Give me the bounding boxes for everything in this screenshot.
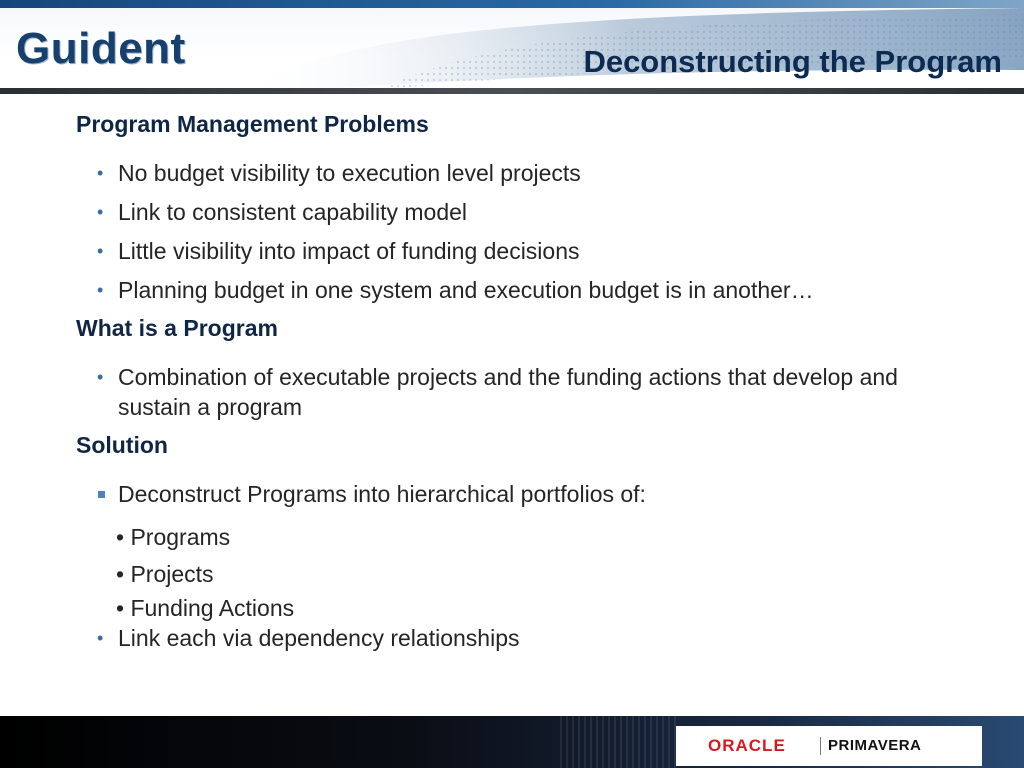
list-item-text: Link each via dependency relationships	[118, 625, 520, 651]
solution-list	[76, 479, 976, 509]
bullet-dot-icon: •	[97, 367, 104, 387]
footer-stripe-pattern	[560, 716, 680, 768]
list-item	[76, 275, 976, 305]
list-item-text: No budget visibility to execution level projects	[118, 160, 581, 186]
bullet-dot-icon: •	[97, 241, 104, 261]
separator-icon	[820, 737, 821, 755]
bullet-dot-icon: •	[97, 163, 104, 183]
section-heading-program: What is a Program	[76, 315, 278, 341]
bullet-dot-icon: •	[97, 280, 104, 300]
oracle-primavera-logo	[676, 726, 982, 766]
oracle-logo-text: ORACLE	[708, 736, 786, 755]
guident-logo: Guident	[16, 24, 186, 73]
sub-list-item: • Projects	[116, 561, 214, 587]
problems-list	[76, 158, 976, 305]
sub-list-item-text: Funding Actions	[130, 595, 295, 621]
portfolio-sublist	[76, 519, 976, 623]
list-item-text: Little visibility into impact of funding decisions	[118, 238, 580, 264]
list-item	[76, 623, 976, 653]
list-item-text: Planning budget in one system and execution budget is in another…	[118, 277, 814, 303]
program-definition-list	[76, 362, 976, 422]
primavera-logo-text: PRIMAVERA	[828, 737, 922, 754]
slide-body	[76, 110, 976, 653]
list-item	[76, 158, 976, 188]
sub-list-item-text: Programs	[130, 524, 231, 550]
sub-list-item-text: Projects	[130, 561, 214, 587]
list-item-text: Deconstruct Programs into hierarchical portfolios of:	[118, 481, 646, 507]
section-heading-problems: Program Management Problems	[76, 111, 429, 137]
list-item	[76, 479, 976, 509]
slide-title: Deconstructing the Program	[583, 44, 1002, 79]
section-heading-solution: Solution	[76, 432, 168, 458]
solution-list-continued	[76, 623, 976, 653]
sub-list-item: • Funding Actions	[116, 595, 295, 621]
list-item	[76, 236, 976, 266]
bullet-dot-icon: •	[97, 202, 104, 222]
slide-footer	[0, 716, 1024, 768]
list-item	[76, 362, 976, 422]
list-item-text: Link to consistent capability model	[118, 199, 468, 225]
slide-header	[0, 0, 1024, 96]
square-bullet-icon	[98, 491, 105, 498]
bullet-dot-icon: •	[97, 628, 104, 648]
list-item	[76, 197, 976, 227]
header-divider	[0, 88, 1024, 94]
list-item-text: Combination of executable projects and the funding actions that develop and sustain a program	[118, 364, 898, 420]
sub-list-item: • Programs	[116, 524, 231, 550]
